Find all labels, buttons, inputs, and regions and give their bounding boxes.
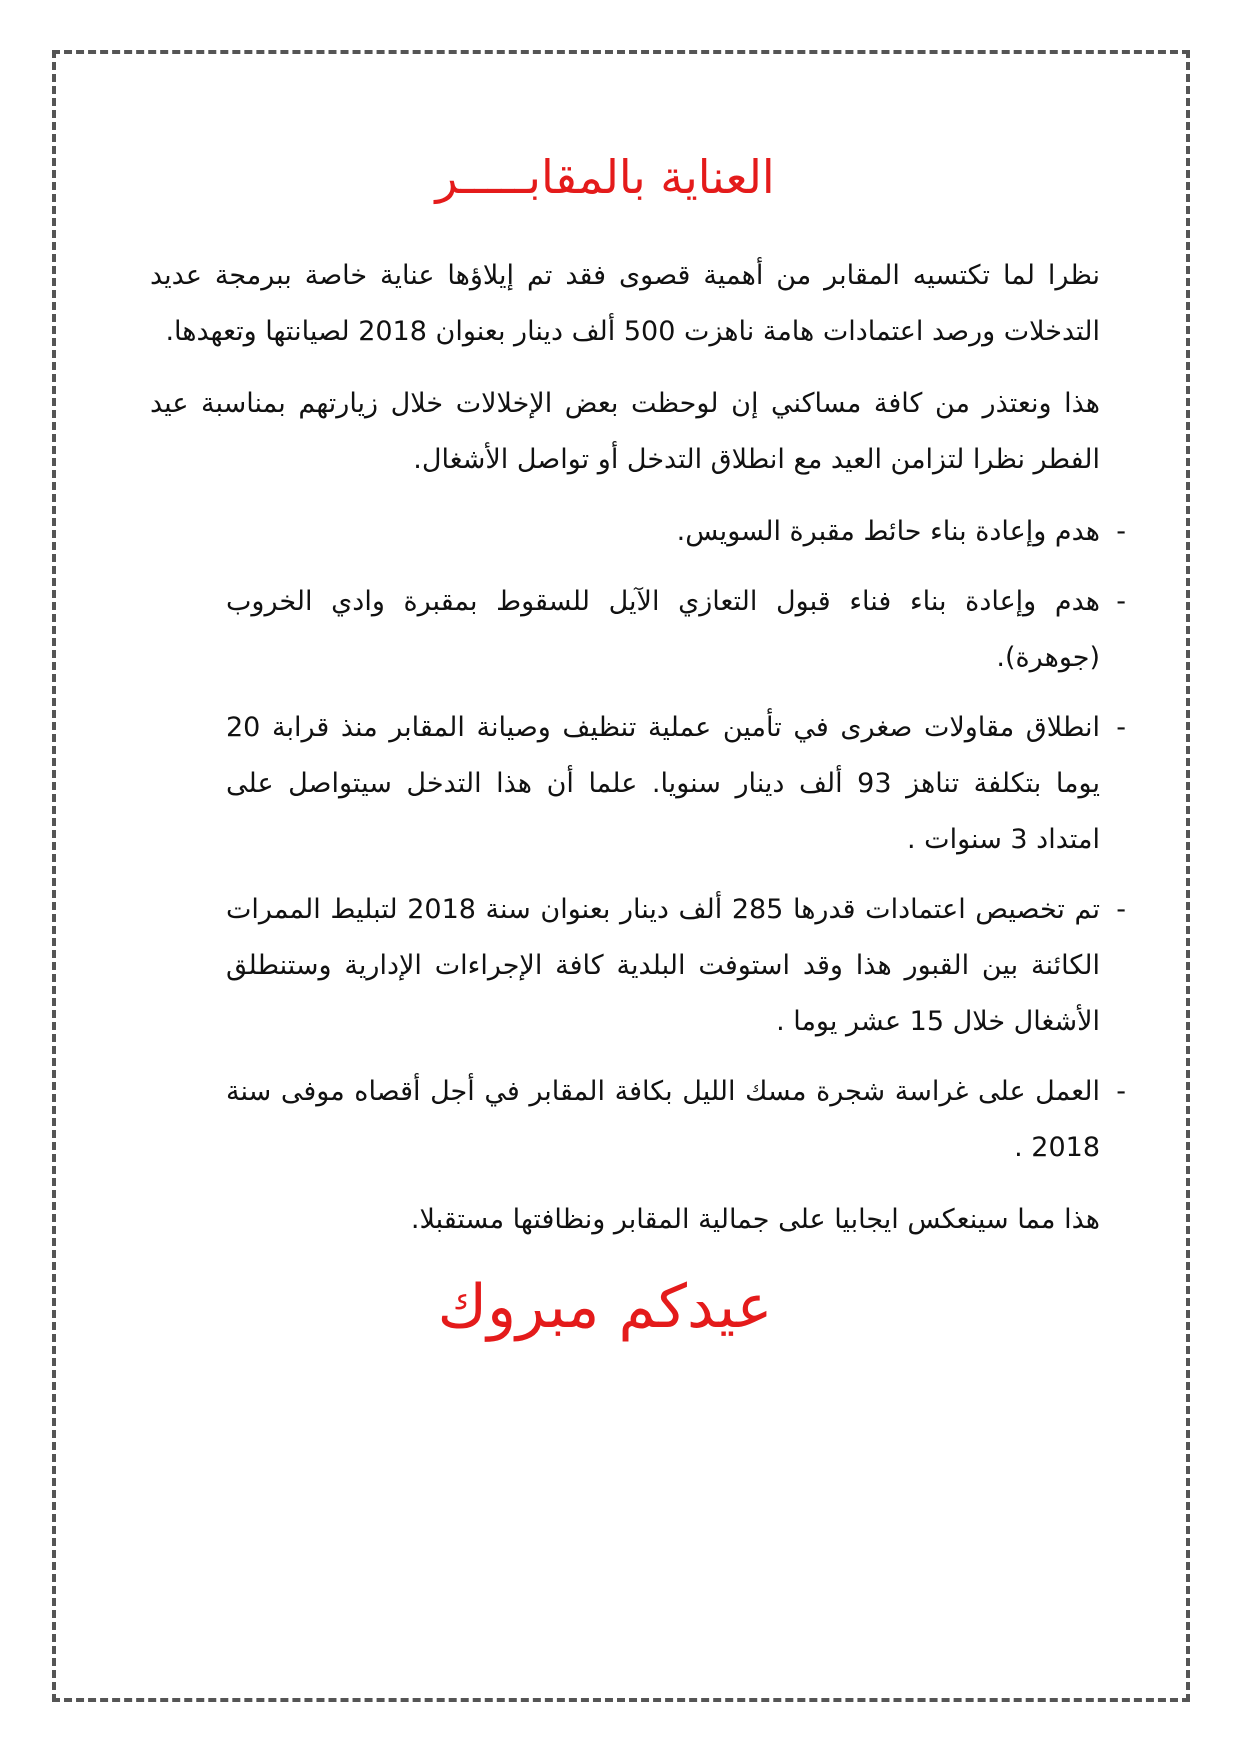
list-bullet: - (1116, 586, 1126, 617)
apology-paragraph: هذا ونعتذر من كافة مساكني إن لوحظت بعض الإخلالات خلال زيارتهم بمناسبة عيد الفطر نظرا لتزامن العيد مع انطلاق التدخل أو تواصل الأشغال. (150, 388, 1100, 475)
list-item (226, 882, 1126, 1050)
list-item-text: هدم وإعادة بناء فناء قبول التعازي الآيل للسقوط بمقبرة وادي الخروب (جوهرة). (226, 586, 1100, 673)
closing-paragraph: هذا مما سينعكس ايجابيا على جمالية المقابر ونظافتها مستقبلا. (410, 1204, 1100, 1235)
list-bullet: - (1116, 712, 1126, 743)
eid-greeting: عيدكم مبروك (437, 1272, 773, 1342)
list-item-text: العمل على غراسة شجرة مسك الليل بكافة المقابر في أجل أقصاه موفى سنة 2018 . (226, 1076, 1100, 1163)
list-item-text: هدم وإعادة بناء حائط مقبرة السويس. (676, 516, 1100, 547)
list-item (226, 1064, 1126, 1176)
document-body (150, 150, 1126, 1342)
list-bullet: - (1116, 894, 1126, 925)
intro-paragraph: نظرا لما تكتسيه المقابر من أهمية قصوى فقد تم إيلاؤها عناية خاصة ببرمجة عديد التدخلات ورصد اعتمادات هامة ناهزت 500 ألف دينار بعنوان 2018 لصيانتها وتعهدها. (150, 260, 1100, 347)
works-list (150, 504, 1126, 1176)
list-bullet: - (1116, 516, 1126, 547)
list-bullet: - (1116, 1076, 1126, 1107)
list-item (226, 574, 1126, 686)
list-item (226, 700, 1126, 868)
list-item-text: انطلاق مقاولات صغرى في تأمين عملية تنظيف وصيانة المقابر منذ قرابة 20 يوما بتكلفة تناهز 93 ألف دينار سنويا. علما أن هذا التدخل سيتواصل على امتداد 3 سنوات . (226, 712, 1100, 855)
list-item-text: تم تخصيص اعتمادات قدرها 285 ألف دينار بعنوان سنة 2018 لتبليط الممرات الكائنة بين القبور هذا وقد استوفت البلدية كافة الإجراءات الإدارية وستنطلق الأشغال خلال 15 عشر يوما . (226, 894, 1100, 1037)
list-item (226, 504, 1126, 560)
document-title: العناية بالمقابـــــر (435, 150, 775, 204)
